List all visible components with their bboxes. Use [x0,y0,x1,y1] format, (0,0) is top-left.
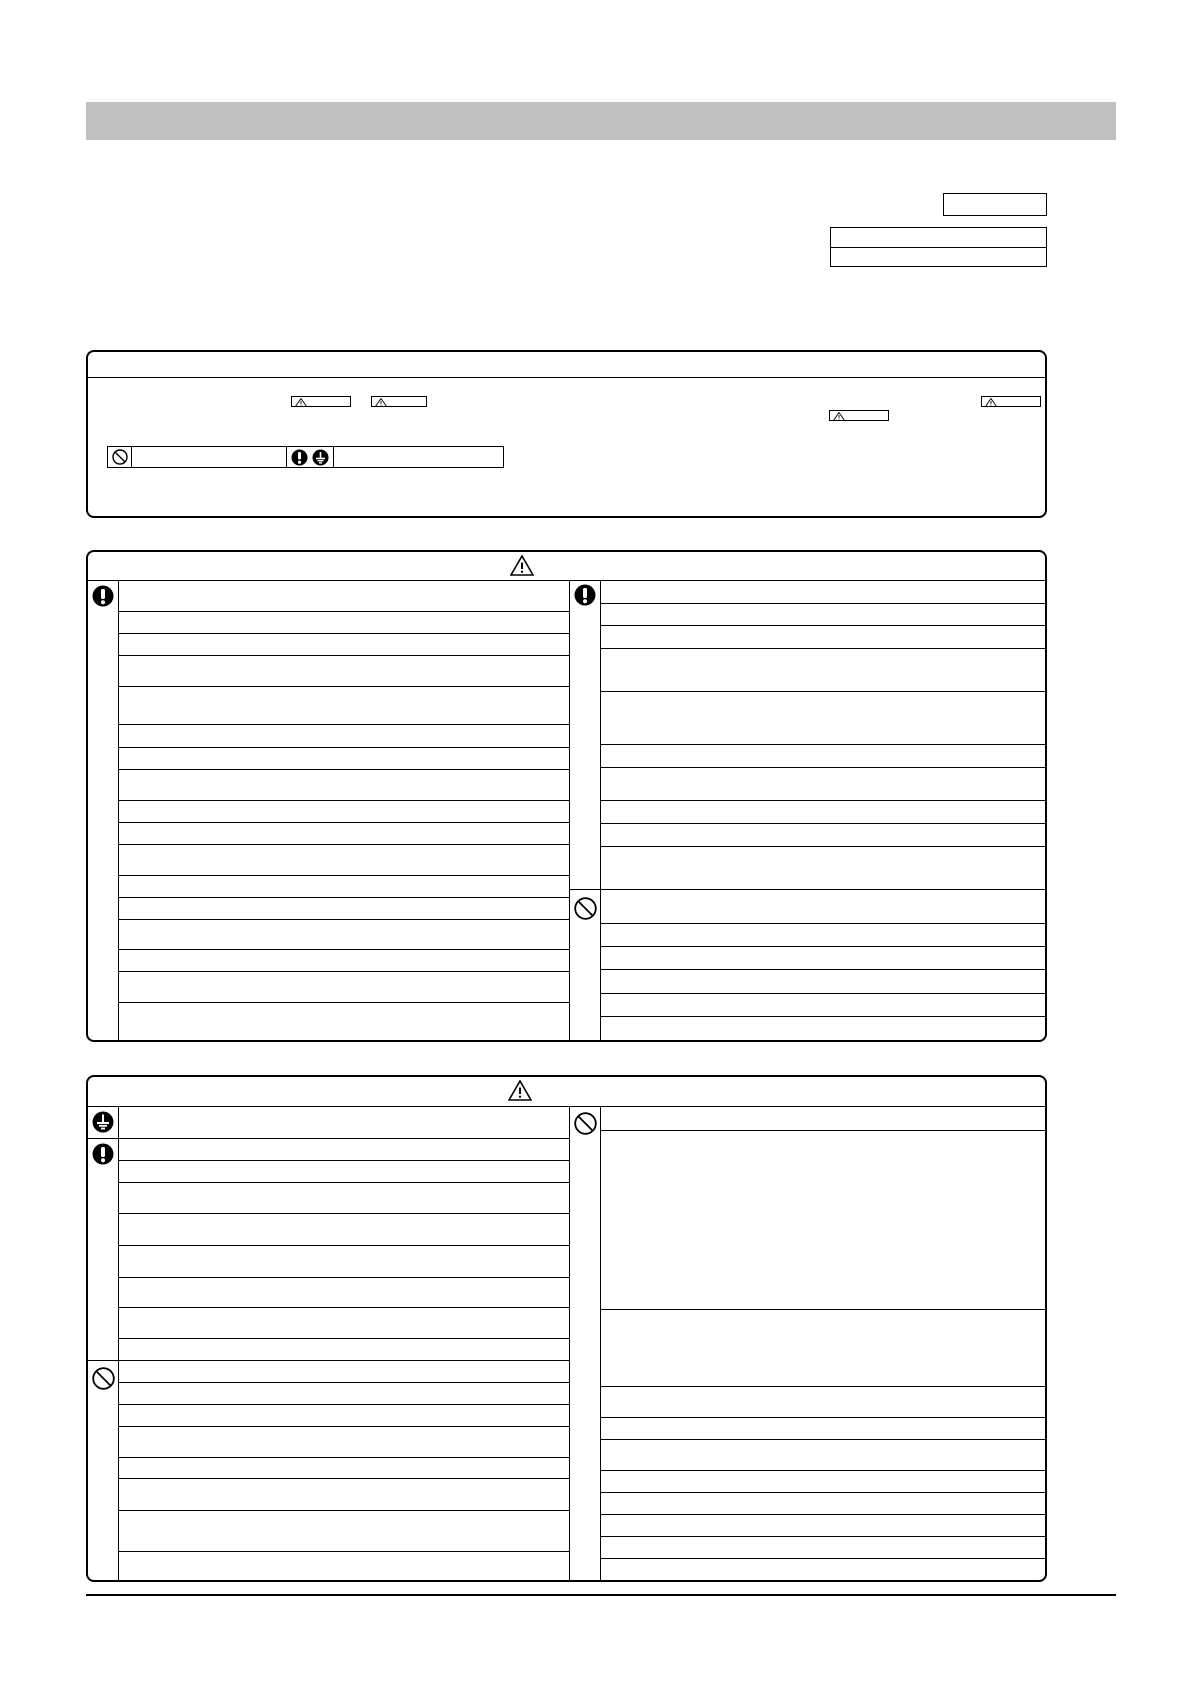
prohibited-circle-icon [574,897,597,920]
info-box-row1 [831,228,1046,247]
notice-panel [86,350,1047,518]
prohibited-circle-icon [574,1112,597,1135]
warning-label-inline [291,396,351,407]
warning-triangle-icon [510,555,534,576]
ground-circle-icon [92,1111,114,1133]
symbol-legend [107,446,504,468]
exclamation-circle-icon [92,1143,114,1165]
info-box-row2 [831,247,1046,266]
legend-mandatory-label [334,447,503,467]
warning-panel [86,550,1047,1042]
warning-label-inline-2 [981,396,1041,407]
caution-panel [86,1075,1047,1582]
header-bar [86,102,1116,140]
exclamation-circle-icon [574,584,596,606]
prohibited-circle-icon [112,449,128,465]
exclamation-circle-icon [291,449,308,466]
footer-rule [86,1594,1116,1596]
info-box [830,227,1047,267]
ground-circle-icon [312,449,329,466]
caution-label-inline [371,396,427,407]
prohibited-circle-icon [92,1367,115,1390]
caution-label-inline-2 [829,410,889,421]
legend-prohibited-label [132,447,287,467]
model-box [943,193,1047,216]
warning-triangle-icon [508,1080,532,1101]
exclamation-circle-icon [92,585,114,607]
